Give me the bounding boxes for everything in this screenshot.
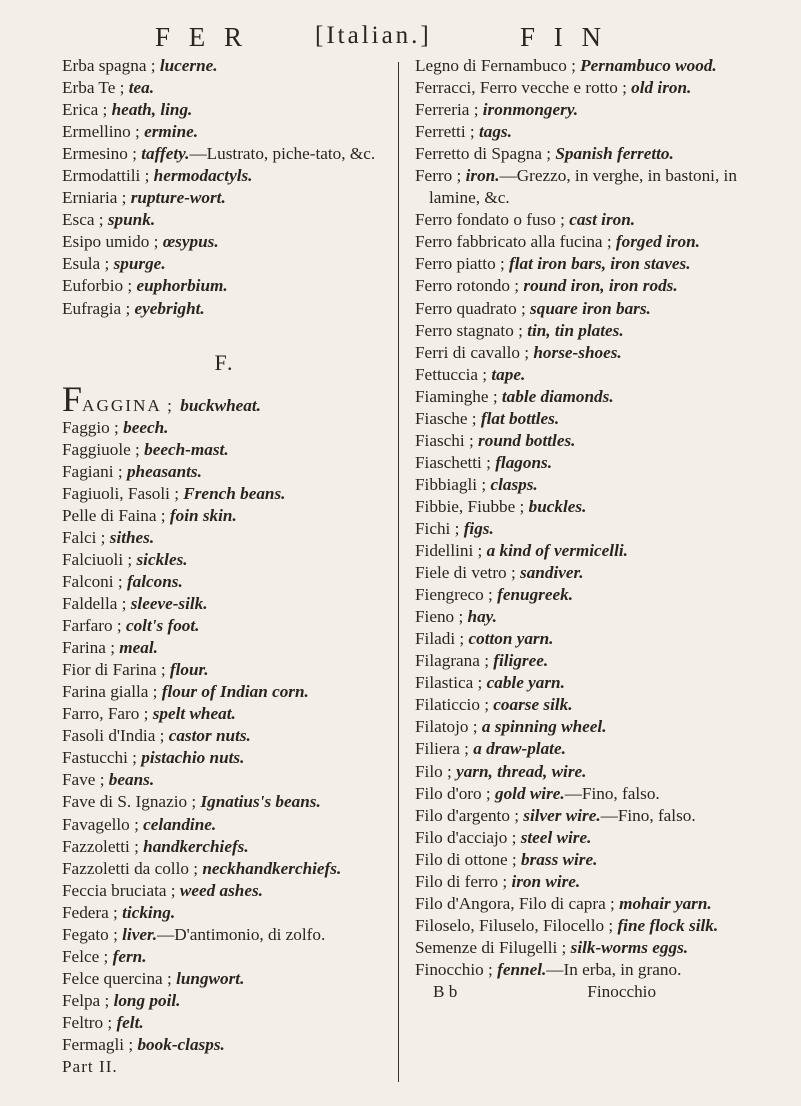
entry-note: —In erba, in grano.: [546, 959, 682, 979]
italian-term: Fiasche ;: [415, 408, 481, 428]
english-translation: spelt wheat.: [152, 704, 236, 724]
english-translation: liver.: [122, 924, 158, 944]
english-translation: forged iron.: [615, 232, 700, 252]
italian-term: Fave ;: [62, 770, 109, 790]
italian-term: Fiaschi ;: [415, 430, 479, 450]
dictionary-entry: [62, 417, 387, 439]
dictionary-entry: [62, 143, 387, 165]
italian-term: Ferro quadrato ;: [415, 298, 531, 318]
english-translation: meal.: [119, 638, 158, 658]
english-translation: lungwort.: [176, 968, 245, 988]
italian-term: Filadi ;: [415, 629, 469, 649]
english-translation: tape.: [491, 364, 526, 384]
dictionary-entry: [62, 439, 387, 461]
italian-term: Feccia bruciata ;: [62, 880, 180, 900]
italian-term: Filo ;: [415, 761, 457, 781]
english-translation: weed ashes.: [179, 880, 263, 900]
english-translation: round iron, iron rods.: [523, 276, 678, 296]
dictionary-entry: [62, 946, 387, 968]
italian-term: Farfaro ;: [62, 616, 126, 636]
header-language-label: [Italian.]: [315, 22, 432, 49]
italian-term: Fior di Farina ;: [62, 660, 170, 680]
dictionary-entry: [62, 725, 387, 747]
english-translation: handkerchiefs.: [143, 836, 249, 856]
english-translation: mohair yarn.: [619, 893, 712, 913]
english-translation: flat iron bars, iron staves.: [509, 254, 691, 274]
entry-note: —Lustrato, piche-tato, &c.: [189, 144, 376, 164]
english-translation: taffety.: [141, 144, 190, 164]
dictionary-entry: [62, 902, 387, 924]
english-translation: hermodactyls.: [153, 166, 253, 186]
english-translation: steel wire.: [520, 827, 592, 847]
dictionary-entry: [415, 99, 760, 121]
dropcap-translation: buckwheat.: [180, 395, 261, 415]
italian-term: Fegato ;: [62, 924, 123, 944]
page-footer: [415, 981, 760, 1003]
italian-term: Ferri di cavallo ;: [415, 342, 534, 362]
dictionary-entry: [62, 99, 387, 121]
english-translation: pistachio nuts.: [141, 748, 245, 768]
english-translation: eyebright.: [134, 298, 205, 318]
english-translation: fennel.: [497, 959, 547, 979]
dictionary-entry: [62, 527, 387, 549]
english-translation: sandiver.: [520, 563, 584, 583]
dictionary-entry: [415, 827, 760, 849]
english-translation: fine flock silk.: [617, 915, 719, 935]
catchword: Finocchio: [587, 981, 657, 1001]
english-translation: foin skin.: [169, 505, 237, 525]
dictionary-entry: [415, 55, 760, 77]
dictionary-entry: [415, 562, 760, 584]
italian-term: Filo di ferro ;: [415, 871, 512, 891]
dictionary-entry: [415, 805, 760, 827]
english-translation: filigree.: [493, 651, 549, 671]
english-translation: round bottles.: [478, 430, 576, 450]
italian-term: Farro, Faro ;: [62, 704, 153, 724]
dictionary-entry: [62, 615, 387, 637]
italian-term: Fettuccia ;: [415, 364, 492, 384]
english-translation: ermine.: [144, 122, 199, 142]
italian-term: Ferretti ;: [415, 122, 479, 142]
dictionary-entry: [415, 937, 760, 959]
dictionary-entry: [62, 880, 387, 902]
english-translation: fenugreek.: [497, 585, 574, 605]
italian-term: Favagello ;: [62, 814, 144, 834]
italian-term: Filastica ;: [415, 673, 487, 693]
english-translation: book-clasps.: [137, 1034, 225, 1054]
english-translation: Ignatius's beans.: [200, 792, 321, 812]
english-translation: tea.: [128, 78, 155, 98]
footer-part-label: Part II.: [62, 1057, 118, 1077]
dictionary-entry: [415, 518, 760, 540]
italian-term: Fave di S. Ignazio ;: [62, 792, 201, 812]
dictionary-entry: [62, 165, 387, 187]
english-translation: flour of Indian corn.: [161, 682, 309, 702]
english-translation: a draw-plate.: [473, 739, 566, 759]
italian-term: Legno di Fernambuco ;: [415, 56, 581, 75]
italian-term: Fermagli ;: [62, 1034, 138, 1054]
italian-term: Faldella ;: [62, 594, 131, 614]
italian-term: Fastucchi ;: [62, 748, 142, 768]
english-translation: long poil.: [113, 990, 181, 1010]
header-right-guide-word: F I N: [520, 22, 608, 52]
english-translation: sleeve-silk.: [130, 594, 208, 614]
italian-term: Ferro fabbricato alla fucina ;: [415, 232, 616, 252]
english-translation: yarn, thread, wire.: [456, 761, 587, 781]
italian-term: Felce quercina ;: [62, 968, 177, 988]
italian-term: Filo d'Angora, Filo di capra ;: [415, 893, 620, 913]
italian-term: Faggio ;: [62, 417, 124, 437]
english-translation: silver wire.: [523, 805, 601, 825]
italian-term: Fasoli d'India ;: [62, 726, 169, 746]
dictionary-entry: [415, 77, 760, 99]
dictionary-entry: [415, 584, 760, 606]
dictionary-entry: [415, 959, 760, 981]
dictionary-entry: [62, 483, 387, 505]
italian-term: Ferretto di Spagna ;: [415, 144, 556, 164]
signature-mark: B b: [433, 981, 458, 1001]
english-translation: iron wire.: [511, 871, 581, 891]
dictionary-entry: [415, 540, 760, 562]
english-translation: a kind of vermicelli.: [486, 541, 628, 561]
english-translation: coarse silk.: [493, 695, 573, 715]
italian-term: Filo d'argento ;: [415, 805, 524, 825]
italian-term: Euforbio ;: [62, 276, 137, 296]
italian-term: Semenze di Filugelli ;: [415, 937, 571, 957]
dictionary-entry: [415, 253, 760, 275]
english-translation: French beans.: [183, 483, 286, 503]
dictionary-entry: [62, 769, 387, 791]
dictionary-entry: [415, 298, 760, 320]
italian-term: Fagiuoli, Fasoli ;: [62, 483, 184, 503]
italian-term: Fieno ;: [415, 607, 468, 627]
italian-term: Ferro ;: [415, 166, 466, 186]
dictionary-entry: [415, 342, 760, 364]
english-translation: flour.: [169, 660, 209, 680]
italian-term: Erba Te ;: [62, 78, 129, 98]
italian-term: Filo d'oro ;: [415, 783, 495, 803]
english-translation: ticking.: [122, 902, 176, 922]
english-translation: tags.: [478, 122, 512, 142]
dictionary-entry: [415, 231, 760, 253]
italian-term: Filagrana ;: [415, 651, 494, 671]
dictionary-entry: [62, 703, 387, 725]
italian-term: Filoselo, Filuselo, Filocello ;: [415, 915, 618, 935]
english-translation: hay.: [467, 607, 497, 627]
dictionary-entry: [62, 637, 387, 659]
english-translation: iron.: [465, 166, 500, 186]
english-translation: Spanish ferretto.: [555, 144, 674, 164]
english-translation: spurge.: [113, 254, 166, 274]
italian-term: Fazzoletti da collo ;: [62, 858, 203, 878]
dictionary-entry: [62, 55, 387, 77]
italian-term: Ferracci, Ferro vecche e rotto ;: [415, 78, 632, 98]
entry-note: —Grezzo, in verghe, in bastoni, in lamine, &c.: [429, 166, 737, 208]
english-translation: clasps.: [490, 474, 538, 494]
italian-term: Feltro ;: [62, 1012, 117, 1032]
header-left-guide-word: F E R: [155, 22, 249, 52]
english-translation: lucerne.: [159, 56, 218, 75]
italian-term: Ferro fondato o fuso ;: [415, 210, 570, 230]
english-translation: gold wire.: [494, 783, 565, 803]
italian-term: Ferro piatto ;: [415, 254, 510, 274]
english-translation: cast iron.: [569, 210, 636, 230]
dictionary-entry: [415, 496, 760, 518]
italian-term: Ermesino ;: [62, 144, 142, 164]
dictionary-entry: [62, 968, 387, 990]
italian-term: Filatojo ;: [415, 717, 482, 737]
italian-term: Felce ;: [62, 946, 113, 966]
italian-term: Filaticcio ;: [415, 695, 494, 715]
italian-term: Eufragia ;: [62, 298, 135, 318]
english-translation: beech-mast.: [144, 439, 229, 459]
entry-list-right: [415, 55, 760, 981]
italian-term: Ferreria ;: [415, 100, 483, 120]
italian-term: Federa ;: [62, 902, 123, 922]
dictionary-entry: [62, 505, 387, 527]
italian-term: Erba spagna ;: [62, 56, 160, 75]
italian-term: Esula ;: [62, 254, 114, 274]
dictionary-entry: [62, 990, 387, 1012]
dictionary-entry: [415, 738, 760, 760]
english-translation: pheasants.: [126, 461, 202, 481]
dictionary-entry: [62, 187, 387, 209]
english-translation: falcons.: [126, 571, 183, 591]
dictionary-entry: [62, 659, 387, 681]
english-translation: Pernambuco wood.: [580, 56, 717, 75]
english-translation: spunk.: [107, 210, 156, 230]
english-translation: heath, ling.: [111, 100, 193, 120]
dictionary-entry: [415, 452, 760, 474]
english-translation: colt's foot.: [125, 616, 200, 636]
entry-note: —D'antimonio, di zolfo.: [157, 924, 326, 944]
english-translation: flagons.: [495, 452, 553, 472]
dictionary-entry: [62, 231, 387, 253]
dictionary-entry: [62, 275, 387, 297]
italian-term: Felpa ;: [62, 990, 114, 1010]
italian-term: Filo d'acciajo ;: [415, 827, 521, 847]
english-translation: old iron.: [631, 78, 692, 98]
english-translation: fern.: [112, 946, 147, 966]
italian-term: Faggiuole ;: [62, 439, 145, 459]
english-translation: buckles.: [528, 496, 587, 516]
dictionary-entry: [62, 1034, 387, 1056]
english-translation: figs.: [463, 518, 494, 538]
english-translation: brass wire.: [521, 849, 598, 869]
english-translation: square iron bars.: [530, 298, 651, 318]
dictionary-entry: [415, 386, 760, 408]
dictionary-entry: [62, 747, 387, 769]
italian-term: Falciuoli ;: [62, 549, 137, 569]
dictionary-entry: [62, 298, 387, 320]
italian-term: Erniaria ;: [62, 188, 131, 208]
dictionary-entry: [415, 716, 760, 738]
dictionary-entry: [62, 121, 387, 143]
dictionary-entry: [415, 628, 760, 650]
entry-list-e: [62, 55, 387, 320]
dropcap-entry: [62, 378, 387, 419]
english-translation: a spinning wheel.: [481, 717, 607, 737]
italian-term: Falci ;: [62, 527, 110, 547]
italian-term: Esipo umido ;: [62, 232, 163, 252]
dictionary-entry: [62, 549, 387, 571]
english-translation: œsypus.: [162, 232, 219, 252]
dictionary-entry: [62, 814, 387, 836]
italian-term: Ferro stagnato ;: [415, 320, 528, 340]
english-translation: sithes.: [109, 527, 155, 547]
italian-term: Ferro rotondo ;: [415, 276, 524, 296]
column-divider: [398, 62, 399, 1082]
dictionary-entry: [415, 408, 760, 430]
dictionary-entry: [62, 836, 387, 858]
left-column: [62, 55, 387, 1078]
italian-term: Finocchio ;: [415, 959, 498, 979]
dictionary-entry: [415, 761, 760, 783]
dictionary-entry: [415, 783, 760, 805]
dictionary-entry: [415, 430, 760, 452]
dictionary-entry: [415, 121, 760, 143]
dictionary-entry: [415, 672, 760, 694]
italian-term: Esca ;: [62, 210, 108, 230]
italian-term: Fiaminghe ;: [415, 386, 502, 406]
dictionary-entry: [415, 606, 760, 628]
dropcap-rest: AGGINA ;: [82, 395, 181, 415]
entry-note: —Fino, falso.: [600, 805, 696, 825]
right-column: [415, 55, 760, 1003]
english-translation: neckhandkerchiefs.: [202, 858, 342, 878]
english-translation: silk-worms eggs.: [570, 937, 689, 957]
dictionary-entry: [62, 253, 387, 275]
italian-term: Filiera ;: [415, 739, 474, 759]
dictionary-entry: [415, 275, 760, 297]
english-translation: table diamonds.: [501, 386, 614, 406]
english-translation: felt.: [116, 1012, 144, 1032]
english-translation: celandine.: [143, 814, 217, 834]
entry-list-f: [62, 417, 387, 1056]
entry-note: —Fino, falso.: [564, 783, 660, 803]
dictionary-entry: [62, 593, 387, 615]
italian-term: Ermodattili ;: [62, 166, 154, 186]
italian-term: Fiengreco ;: [415, 585, 498, 605]
italian-term: Farina ;: [62, 638, 120, 658]
english-translation: cable yarn.: [486, 673, 565, 693]
english-translation: tin, tin plates.: [527, 320, 624, 340]
italian-term: Fibbiagli ;: [415, 474, 491, 494]
italian-term: Pelle di Faina ;: [62, 505, 170, 525]
italian-term: Fidellini ;: [415, 541, 487, 561]
english-translation: beech.: [123, 417, 169, 437]
english-translation: euphorbium.: [136, 276, 228, 296]
dictionary-entry: [415, 849, 760, 871]
italian-term: Fibbie, Fiubbe ;: [415, 496, 529, 516]
english-translation: flat bottles.: [480, 408, 560, 428]
section-letter: F.: [214, 349, 235, 375]
dictionary-entry: [415, 650, 760, 672]
italian-term: Falconi ;: [62, 571, 127, 591]
english-translation: rupture-wort.: [130, 188, 226, 208]
dictionary-entry: [62, 461, 387, 483]
dictionary-entry: [415, 915, 760, 937]
dictionary-entry: [415, 320, 760, 342]
dropcap-letter: F: [62, 378, 83, 419]
dictionary-entry: [62, 209, 387, 231]
italian-term: Filo di ottone ;: [415, 849, 521, 869]
italian-term: Fichi ;: [415, 518, 464, 538]
italian-term: Erica ;: [62, 100, 112, 120]
dictionary-entry: [62, 571, 387, 593]
dictionary-entry: [62, 791, 387, 813]
italian-term: Farina gialla ;: [62, 682, 162, 702]
english-translation: ironmongery.: [482, 100, 579, 120]
english-translation: horse-shoes.: [533, 342, 622, 362]
dictionary-entry: [415, 209, 760, 231]
dictionary-entry: [62, 77, 387, 99]
dictionary-entry: [415, 871, 760, 893]
english-translation: beans.: [108, 770, 155, 790]
english-translation: sickles.: [136, 549, 188, 569]
dictionary-entry: [415, 893, 760, 915]
dictionary-entry: [415, 474, 760, 496]
italian-term: Fiele di vetro ;: [415, 563, 521, 583]
dictionary-entry: [62, 858, 387, 880]
dictionary-entry: [415, 364, 760, 386]
dictionary-entry: [62, 1012, 387, 1034]
dictionary-entry: [415, 143, 760, 165]
dictionary-entry: [62, 681, 387, 703]
italian-term: Ermellino ;: [62, 122, 145, 142]
english-translation: cotton yarn.: [468, 629, 554, 649]
dictionary-entry: [415, 694, 760, 716]
italian-term: Fagiani ;: [62, 461, 127, 481]
dictionary-entry: [415, 165, 760, 209]
dictionary-entry: [62, 924, 387, 946]
english-translation: castor nuts.: [168, 726, 251, 746]
italian-term: Fiaschetti ;: [415, 452, 496, 472]
italian-term: Fazzoletti ;: [62, 836, 144, 856]
